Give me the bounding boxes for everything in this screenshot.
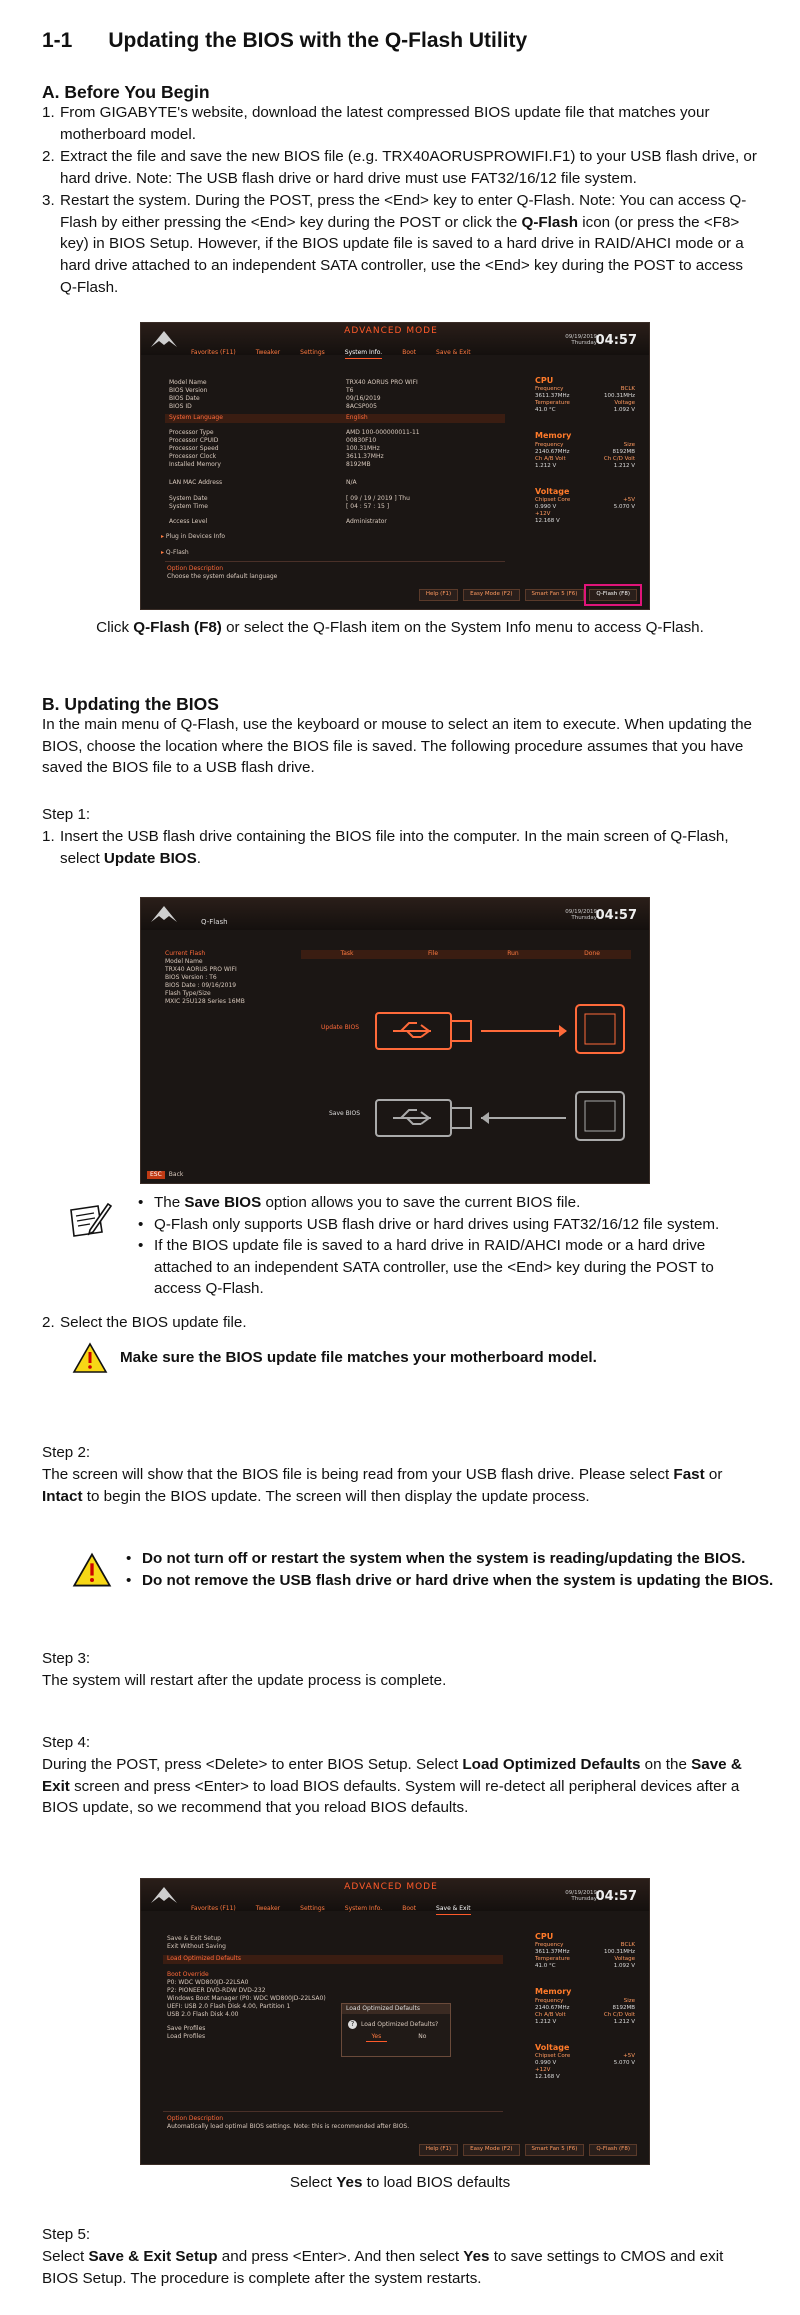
step-4-text: During the POST, press <Delete> to enter BIOS Setup. Select Load Optimized Defaults on the Save & Exit screen and press <Enter> to load BIOS defaults. System will re-detect all peripheral devices after a BIOS update, so we recommend that you reload BIOS defaults. [42,1756,742,1817]
dialog-yes-button: Yes [366,2033,388,2042]
bios-save-exit-screenshot: ADVANCED MODE 09/19/2019 Thursday 04:57 Favorites (F11) Tweaker Settings System Info. Boot Save & Exit Save & Exit Setup Exit Without Saving Load Optimized Defaults Boot Override P0: WDC WD800JD-22LSA0 P2: PIONEER DVD-RDW DVD-232 Windows Boot Manager (P0: WDC WD800JD-22LSA0) UEFI: USB 2.0 Flash Disk 4.00, Partition 1 USB 2.0 Flash Disk 4.00 Save Profiles Load Profiles Load Optimized Defaults ? Load Optimized Defaults? Yes No Option Description Automatically load optimal BIOS settings. Note: this is recommended after BIOS. CPU Frequency BCLK 3611.37MHz 100.31MHz Temperature Voltage 41.0 °C 1.092 V Memory Frequency Size 2140.67MHz 8192MB Ch A/B Volt Ch C/D Volt 1.212 V 1.212 V Voltage Chipset Core +5V 0.990 V 5.070 V +12V 12.168 V Help (F1) Easy Mode (F2) Smart Fan 5 (F6) Q-Flash (F8) [140,1878,650,2165]
tab-favorites: Favorites (F11) [191,1905,236,1912]
smart-fan-button: Smart Fan 5 (F6) [525,2144,585,2156]
save-bios-option: Save BIOS [329,1110,361,1117]
load-defaults-dialog: Load Optimized Defaults ? Load Optimized Defaults? Yes No [341,2003,451,2057]
tab-save-exit: Save & Exit [436,349,471,356]
easy-mode-button: Easy Mode (F2) [463,589,519,601]
tab-system-info: System Info. [344,1905,383,1912]
list-item: • Q-Flash only supports USB flash drive or hard drives using FAT32/16/12 file system. [138,1215,720,1233]
section-b-title: B. Updating the BIOS [42,694,219,714]
caption-1: Click Q-Flash (F8) or select the Q-Flash item on the System Info menu to access Q-Flash. [96,619,704,636]
tab-system-info: System Info. [345,349,382,359]
q-flash-screenshot: Q-Flash 09/19/2019 Thursday 04:57 Current Flash Model Name TRX40 AORUS PRO WIFI BIOS Version : T6 BIOS Date : 09/16/2019 Flash Type/Size MXIC 25U128 Series 16MB Task File Run Done Update BIOS Save BIOS ESC Back [140,897,650,1184]
warning-icon [72,1552,112,1588]
warning-2: • Do not turn off or restart the system when the system is reading/updating the BIOS. • Do not remove the USB flash drive or hard drive when the system is updating the BIOS. [72,1548,773,1591]
dialog-no-button: No [418,2033,427,2040]
tab-boot: Boot [402,349,417,356]
note-pencil-icon [68,1200,112,1240]
warning-1: Make sure the BIOS update file matches your motherboard model. [72,1342,597,1374]
step-1-label: Step 1: [42,806,91,823]
tab-settings: Settings [300,1905,325,1912]
chip-to-usb-save-icon [371,1080,636,1152]
notes-list [138,1192,758,1300]
aorus-logo-icon [149,1885,179,1905]
step-1-text: 1. Insert the USB flash drive containing the BIOS file into the computer. In the main screen of Q-Flash, select Update BIOS. [42,828,729,867]
esc-key: ESC [147,1171,165,1179]
list-item: 2. Extract the file and save the new BIOS file (e.g. TRX40AORUSPROWIFI.F1) to your USB flash drive, or hard drive. Note: The USB flash drive or hard drive must use FAT32/16/12 file system. [42,148,757,187]
section-a-list [42,102,758,299]
tab-tweaker: Tweaker [255,1905,281,1912]
list-item: 3. Restart the system. During the POST, press the <End> key to enter Q-Flash. Note: You can access Q-Flash by either pressing the <End> key during the POST or click the Q-Flash icon (or press the <F8> key) in BIOS Setup. However, if the BIOS update file is saved to a hard drive in RAID/AHCI mode or a hard drive attached to an independent SATA controller, use the <End> key during the POST to access Q-Flash. [42,192,747,296]
smart-fan-button: Smart Fan 5 (F6) [525,589,585,601]
step-5-text: Select Save & Exit Setup and press <Enter>. And then select Yes to save settings to CMOS and exit BIOS Setup. The procedure is complete after the system restarts. [42,2248,724,2287]
warning-icon [72,1342,108,1374]
caption-3: Select Yes to load BIOS defaults [289,2174,511,2191]
tab-tweaker: Tweaker [255,349,281,356]
step-4-label: Step 4: [42,1734,91,1751]
question-icon: ? [348,2020,357,2029]
bios-system-info-screenshot: ADVANCED MODE 09/19/2019 Thursday 04:57 Favorites (F11) Tweaker Settings System Info. Boot Save & Exit Model Name BIOS Version BIOS Date BIOS ID TRX40 AORUS PRO WIFI T6 09/16/2019 8ACSP005 System Language English Processor Type Processor CPUID Processor Speed Processor Clock Installed Memory AMD 100-000000011-11 00830F10 100.31MHz 3611.37MHz 8192MB LAN MAC Address N/A System Date [ 09 / 19 / 2019 ] Thu System Time [ 04 : 57 : 15 ] Access Level Administrator ▸ Plug in Devices Info ▸ Q-Flash Option Description Choose the system default language CPU Frequency BCLK 3611.37MHz 100.31MHz Temperature Voltage 41.0 °C 1.092 V Memory Frequency Size 2140.67MHz 8192MB Ch A/B Volt Ch C/D Volt 1.212 V 1.212 V Voltage Chipset Core +5V 0.990 V 5.070 V +12V 12.168 V Help (F1) Easy Mode (F2) Smart Fan 5 (F6) Q-Flash (F8) [140,322,650,610]
list-item: • If the BIOS update file is saved to a hard drive in RAID/AHCI mode or a hard drive attached to an independent SATA controller, use the <End> key during the POST to access Q-Flash. [138,1237,714,1298]
step-2-text: The screen will show that the BIOS file is being read from your USB flash drive. Please select Fast or Intact to begin the BIOS update. The screen will then display the update process. [42,1466,723,1505]
list-item: 1. From GIGABYTE's website, download the latest compressed BIOS update file that matches your motherboard model. [42,104,710,143]
easy-mode-button: Easy Mode (F2) [463,2144,519,2156]
tab-boot: Boot [402,1905,417,1912]
usb-to-chip-update-icon [371,993,636,1065]
section-a-title: A. Before You Begin [42,82,210,102]
step-1-sub-2: 2. Select the BIOS update file. [42,1314,247,1331]
help-button: Help (F1) [419,2144,458,2156]
list-item: • The Save BIOS option allows you to save the current BIOS file. [138,1194,581,1211]
tab-favorites: Favorites (F11) [191,349,236,356]
aorus-logo-icon [149,329,179,349]
page-heading [42,26,527,56]
tab-save-exit: Save & Exit [436,1905,471,1915]
aorus-logo-icon [149,904,179,924]
section-b-intro: In the main menu of Q-Flash, use the keyboard or mouse to select an item to execute. When updating the BIOS, choose the location where the BIOS file is saved. The following procedure assumes that you have saved the BIOS file to a USB flash drive. [42,716,752,777]
update-bios-option: Update BIOS [321,1024,360,1031]
heading-title: Updating the BIOS with the Q-Flash Utility [108,29,528,52]
step-2-label: Step 2: [42,1444,91,1461]
step-3-label: Step 3: [42,1650,91,1667]
load-optimized-defaults-item: Load Optimized Defaults [163,1955,503,1964]
help-button: Help (F1) [419,589,458,601]
step-5-label: Step 5: [42,2226,91,2243]
heading-number: 1-1 [42,29,73,52]
q-flash-button: Q-Flash (F8) [589,589,637,601]
step-3-text: The system will restart after the update process is complete. [42,1672,447,1689]
tab-settings: Settings [300,349,325,356]
q-flash-button: Q-Flash (F8) [589,2144,637,2156]
